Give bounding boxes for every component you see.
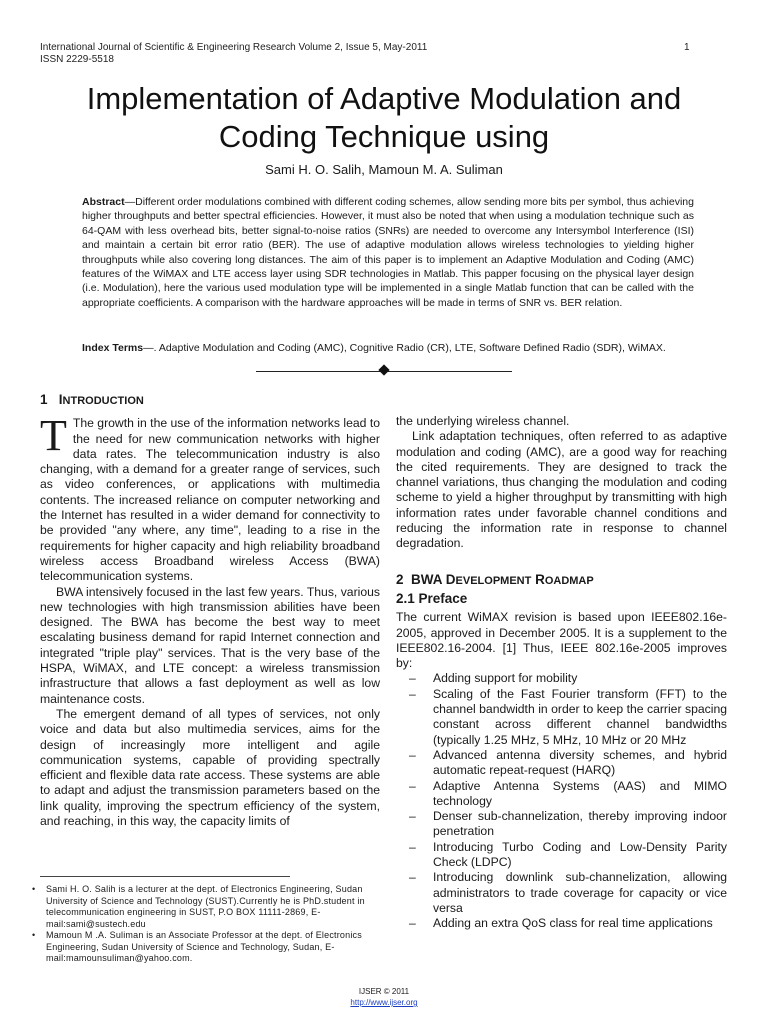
list-item: – Denser sub-channelization, thereby improving indoor penetration — [409, 809, 727, 839]
drop-cap: T — [40, 411, 67, 461]
subsection-2-1-heading: 2.1 Preface — [396, 590, 468, 606]
title-line-2: Coding Technique using — [218, 119, 550, 154]
footnote-author-2: • Mamoun M .A. Suliman is an Associate Professor at the dept. of Electronics Engineering, Sudan University of Science and Technology, Sudan, E-mail:mamounsuliman@yahoo.com. — [32, 930, 362, 963]
authors: Sami H. O. Salih, Mamoun M. A. Suliman — [265, 162, 503, 177]
section-1-title-initial: I — [58, 392, 63, 407]
left-column — [40, 392, 380, 829]
right-column — [396, 414, 727, 932]
footer-url[interactable] — [0, 998, 768, 1008]
section-1-number: 1 — [40, 392, 48, 407]
intro-paragraph-1: T The growth in the use of the information networks lead to the need for new communication networks with higher data rates. The telecommunication industry is also changing, with a demand for a greater range of services, such as video conferences, or applications with multimedia contents. The increased reliance on computer networking and the Internet has resulted in a wider demand for connectivity to be provided "any where, any time", leading to a rise in the requirements for higher capacity and high reliability broadband wireless access Broadband wireless Access (BWA) telecommunication systems. — [40, 411, 380, 584]
footnote-rule — [40, 876, 290, 877]
journal-link[interactable]: http://www.ijser.org — [350, 998, 418, 1007]
list-item: – Adaptive Antenna Systems (AAS) and MIMO technology — [409, 778, 727, 808]
intro-paragraph-3: The emergent demand of all types of services, not only voice and data but also multimedia services, aims for the design of increasingly more intelligent and agile communication systems, capable of providing spectrally efficient and flexible data rate access. These systems are able to adapt and adjust the transmission parameters based on the link quality, improving the spectrum efficiency of the system, and reaching, in this way, the capacity limits of — [40, 706, 380, 829]
paper-title — [40, 80, 728, 156]
issn: ISSN 2229-5518 — [40, 54, 114, 65]
abstract-text: —Different order modulations combined with different coding schemes, allow sending more bits per symbol, thus achieving higher throughputs and better spectral efficiencies. However, it must also be noted that when using a modulation technique such as 64-QAM with less overhead bits, better signal-to-noise ratios (SNRs) are needed to overcome any Intersymbol Interference (ISI) and maintain a certain bit error ratio (BER). The use of adaptive modulation allows wireless technologies to yielding higher throughputs while also covering long distances. The aim of this paper is to implement an Adaptive Modulation and Coding (AMC) features of the WiMAX and LTE access layer using SDR technologies in Matlab. This papper focusing on the physical layer design (i.e. Modulation), here the various used modulation type will be implemented in a single Matlab function that can be called with the appropriate coefficients. A comparison with the hardware approaches will be made in terms of SNR vs. BER relation. — [82, 196, 694, 309]
index-terms-label: Index Terms — [82, 342, 144, 354]
section-1-title-rest: NTRODUCTION — [62, 395, 144, 407]
intro-paragraph-4: Link adaptation techniques, often referred to as adaptive modulation and coding (AMC), are a good way for reaching the cited requirements. They are designed to track the channel variations, thus changing the modulation and coding scheme to yield a higher throughput by transmitting with high information rates under favorable channel conditions and reducing the information rate in response to channel degradation. — [396, 429, 727, 551]
list-item: – Introducing downlink sub-channelization, allowing administrators to trade coverage for capacity or vice versa — [409, 870, 727, 915]
list-item: – Scaling of the Fast Fourier transform (FFT) to the channel bandwidth in order to keep the carrier spacing constant across different channel bandwidths (typically 1.25 MHz, 5 MHz, 10 MHz or 20 MHz — [409, 686, 727, 747]
intro-paragraph-3-continued: the underlying wireless channel. — [396, 414, 570, 428]
list-item: – Adding an extra QoS class for real time applications — [409, 916, 713, 931]
section-1-heading — [40, 392, 380, 409]
footer-copyright: IJSER © 2011 — [358, 987, 410, 996]
abstract — [82, 195, 694, 310]
journal-header: International Journal of Scientific & Engineering Research Volume 2, Issue 5, May-2011 — [40, 42, 428, 53]
index-terms — [82, 342, 722, 355]
index-terms-text: —. Adaptive Modulation and Coding (AMC), Cognitive Radio (CR), LTE, Software Defined Radio (SDR), WiMAX. — [143, 342, 666, 354]
section-2-heading: 2 BWA DEVELOPMENT ROADMAP — [396, 571, 594, 587]
list-item: – Advanced antenna diversity schemes, and hybrid automatic repeat-request (HARQ) — [409, 747, 727, 778]
diamond-icon — [378, 364, 389, 375]
list-item: – Adding support for mobility — [409, 671, 578, 686]
footnotes — [30, 884, 370, 965]
abstract-label: Abstract — [82, 196, 125, 208]
preface-paragraph: The current WiMAX revision is based upon IEEE802.16e-2005, approved in December 2005. It is a supplement to the IEEE802.16-2004. [1] Thus, IEEE 802.16e-2005 improves by: — [396, 610, 727, 671]
section-2-number: 2 — [396, 571, 404, 587]
title-line-1: Implementation of Adaptive Modulation and — [86, 81, 682, 116]
intro-paragraph-2: BWA intensively focused in the last few years. Thus, various new technologies with high transmission abilities have been designed. The BWA has become the best way to meet escalating business demand for rapid Internet connection and integrated "triple play" services. That is the very base of the HSPA, WiMAX, and LTE concept: a wireless transmission infrastructure that allows a fast deployment as well as low maintenance costs. — [40, 584, 380, 706]
page-number: 1 — [684, 42, 690, 53]
list-item: – Introducing Turbo Coding and Low-Density Parity Check (LDPC) — [409, 839, 727, 870]
feature-list — [396, 671, 727, 931]
footnote-author-1: • Sami H. O. Salih is a lecturer at the dept. of Electronics Engineering, Sudan University of Science and Technology (SUST).Currently he is PhD.student in telecommunication engineering in SUST, P.O BOX 11111-2869, E-mail:sami@sustech.edu — [32, 884, 365, 929]
